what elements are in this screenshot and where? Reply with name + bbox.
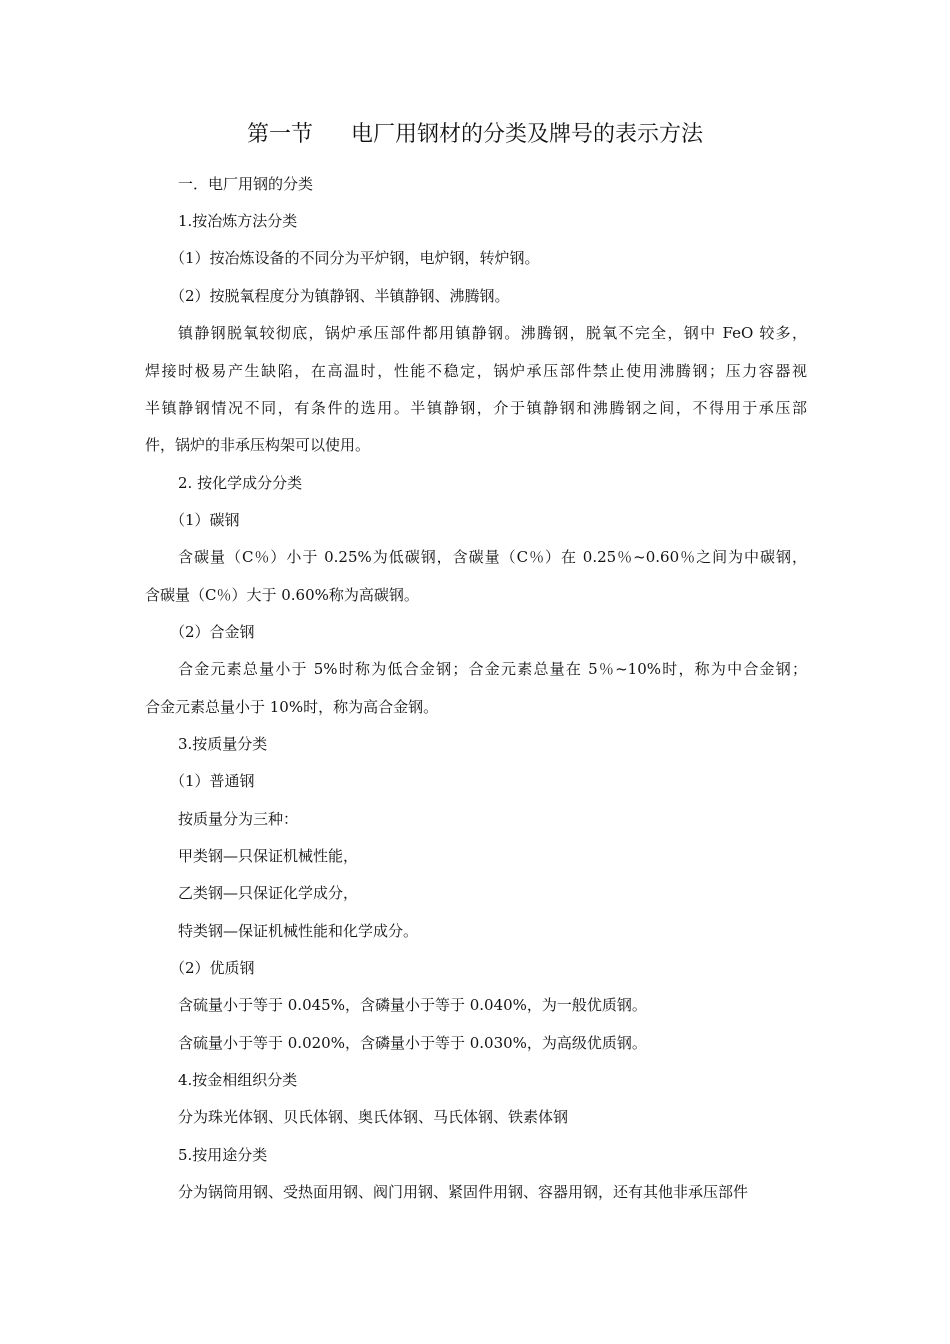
item-ordinary-steel: （1）普通钢 [170,772,255,790]
paragraph-line: 件，锅炉的非承压构架可以使用。 [145,436,371,454]
section-number: 第一节 [246,122,313,147]
paragraph-line: 含硫量小于等于 0.020%，含磷量小于等于 0.030%，为高级优质钢。 [178,1034,647,1052]
paragraph-line: 合金元素总量小于 5%时称为低合金钢；合金元素总量在 5％~10%时，称为中合金钢； [178,660,807,678]
paragraph-line: 含硫量小于等于 0.045%，含磷量小于等于 0.040%，为一般优质钢。 [178,996,647,1014]
paragraph-line: 乙类钢—只保证化学成分， [178,884,359,902]
subheading-quality: 3.按质量分类 [178,735,268,753]
paragraph-line: 含碳量（C％）大于 0.60%称为高碳钢。 [145,586,419,604]
subheading-usage: 5.按用途分类 [178,1146,268,1164]
paragraph-line: 甲类钢—只保证机械性能， [178,847,359,865]
heading-classification: 一．电厂用钢的分类 [178,175,314,193]
item-carbon-steel: （1）碳钢 [170,511,240,529]
item-alloy-steel: （2）合金钢 [170,623,255,641]
paragraph-line: 分为珠光体钢、贝氏体钢、奥氏体钢、马氏体钢、铁素体钢 [178,1108,569,1126]
item-deoxidation-degree: （2）按脱氧程度分为镇静钢、半镇静钢、沸腾钢。 [170,287,510,305]
item-quality-steel: （2）优质钢 [170,959,255,977]
subheading-smelting-method: 1.按冶炼方法分类 [178,212,298,230]
paragraph-line: 半镇静钢情况不同，有条件的选用。半镇静钢，介于镇静钢和沸腾钢之间，不得用于承压部 [145,399,807,417]
paragraph-line: 按质量分为三种： [178,810,299,828]
paragraph-line: 合金元素总量小于 10%时，称为高合金钢。 [145,698,439,716]
subheading-chemical-composition: 2. 按化学成分分类 [178,474,303,492]
section-heading: 电厂用钢材的分类及牌号的表示方法 [351,122,704,147]
paragraph-line: 镇静钢脱氧较彻底，锅炉承压部件都用镇静钢。沸腾钢，脱氧不完全，钢中 FeO 较多， [178,324,807,342]
paragraph-line: 特类钢—保证机械性能和化学成分。 [178,922,419,940]
paragraph-line: 含碳量（C％）小于 0.25%为低碳钢，含碳量（C％）在 0.25％~0.60％之间为中碳钢， [178,548,807,566]
paragraph-line: 焊接时极易产生缺陷，在高温时，性能不稳定，锅炉承压部件禁止使用沸腾钢；压力容器视 [145,362,807,380]
item-smelting-equipment: （1）按冶炼设备的不同分为平炉钢，电炉钢，转炉钢。 [170,249,540,267]
paragraph-line: 分为锅筒用钢、受热面用钢、阀门用钢、紧固件用钢、容器用钢，还有其他非承压部件 [178,1183,749,1201]
section-title [0,118,950,152]
subheading-metallographic: 4.按金相组织分类 [178,1071,298,1089]
